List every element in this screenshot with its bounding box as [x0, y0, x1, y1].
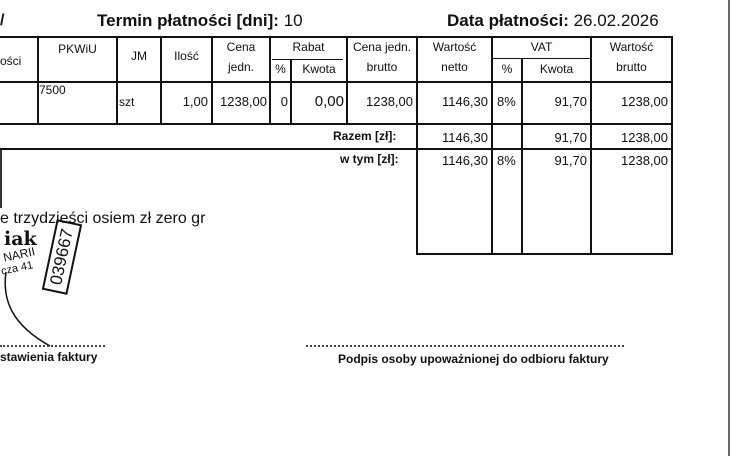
col-gross-unit-header-2: brutto: [366, 60, 398, 74]
col-unit-price-header-1: Cena: [226, 40, 256, 54]
col-rabat-pct-header: %: [275, 62, 286, 76]
cell-jm: szt: [119, 95, 135, 109]
breakdown-bottom-border: [416, 253, 673, 255]
col-vat-pct-header: %: [501, 62, 513, 76]
payment-term: [97, 11, 303, 31]
total-net: 1146,30: [441, 130, 488, 145]
payment-date-value: 26.02.2026: [573, 11, 659, 30]
breakdown-net: 1146,30: [441, 153, 488, 168]
cell-vat-amount: 91,70: [554, 94, 587, 109]
col-vat-amount-header: Kwota: [539, 62, 574, 76]
issuer-signature-line: [0, 345, 105, 347]
breakdown-gross: 1238,00: [621, 153, 668, 168]
breakdown-vat-pct: 8%: [497, 153, 516, 168]
col-vat-header: VAT: [530, 40, 553, 54]
left-border-fragment: [0, 150, 2, 208]
col-net-header-1: Wartość: [432, 40, 477, 54]
issuer-signature-label: stawienia faktury: [0, 350, 98, 364]
stamp-line-2: NARII: [2, 244, 37, 265]
col-gross-header-1: Wartość: [609, 40, 654, 54]
col-pkwiu-header: PKWiU: [58, 42, 97, 56]
cell-rabat-amount: 0,00: [314, 93, 344, 110]
rabat-subheader-line: [272, 59, 343, 60]
total-bottom-border: [0, 148, 673, 150]
col-rabat-amount-header: Kwota: [302, 62, 336, 76]
col-qty-header: Ilość: [174, 49, 199, 63]
breakdown-vat-amount: 91,70: [554, 153, 587, 168]
stamp-number: 039667: [42, 219, 82, 295]
breakdown-label: w tym [zł]:: [340, 152, 399, 166]
payment-date: [447, 11, 659, 31]
col-rabat-header: Rabat: [292, 40, 325, 54]
amount-in-words: e trzydzieści osiem zł zero gr: [0, 210, 206, 227]
header-bottom-border: [0, 81, 673, 83]
total-vat-amount: 91,70: [554, 130, 587, 145]
cell-pkwiu: 7500: [39, 83, 66, 97]
payment-term-label: Termin płatności [dni]:: [97, 11, 279, 30]
total-gross: 1238,00: [621, 130, 668, 145]
table-top-border: [0, 36, 673, 38]
col-net-header-2: netto: [441, 60, 468, 74]
cell-qty: 1,00: [182, 94, 208, 109]
cell-rabat-pct: 0: [280, 94, 288, 109]
cell-gross-unit: 1238,00: [366, 94, 413, 109]
col-gross-unit-header-1: Cena jedn.: [352, 40, 412, 54]
header-fragment: /: [0, 12, 5, 29]
vat-subheader-line: [492, 58, 590, 59]
receiver-signature-line: [306, 345, 624, 347]
col-name-header: ości: [0, 54, 22, 68]
stamp-name: iak: [4, 228, 37, 250]
col-unit-price-header-2: jedn.: [227, 60, 255, 74]
cell-unit-price: 1238,00: [220, 94, 267, 109]
cell-vat-pct: 8%: [497, 94, 516, 109]
col-gross-header-2: brutto: [616, 60, 647, 74]
total-label: Razem [zł]:: [333, 129, 397, 143]
signature-stroke-icon: [0, 270, 60, 350]
payment-term-value: 10: [283, 11, 303, 30]
payment-date-label: Data płatności:: [447, 11, 569, 30]
row-bottom-border: [0, 123, 673, 125]
cell-net: 1146,30: [441, 94, 488, 109]
stamp-line-3: cza 41: [0, 259, 35, 278]
col-jm-header: JM: [131, 49, 147, 63]
receiver-signature-label: Podpis osoby upoważnionej do odbioru faktury: [338, 352, 609, 366]
cell-gross: 1238,00: [621, 94, 668, 109]
